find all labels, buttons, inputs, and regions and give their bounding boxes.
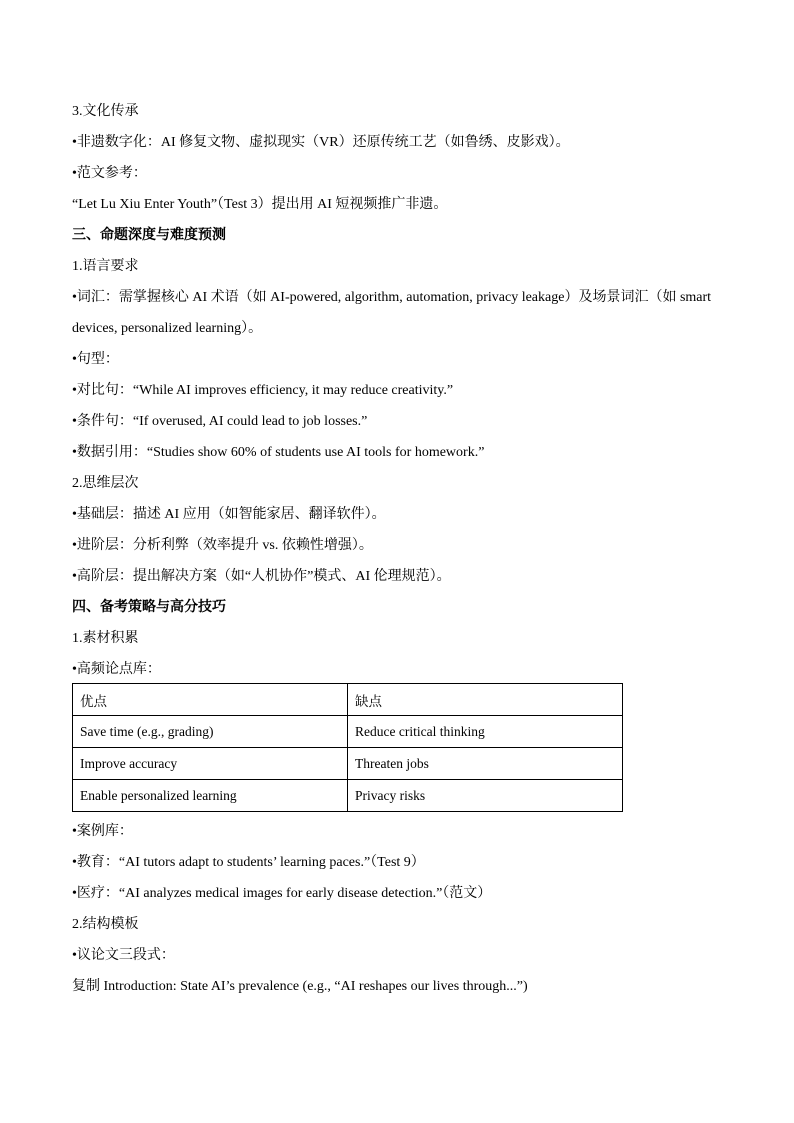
table-row [73,716,623,748]
subsection-heading-thinking: 2.思维层次 [72,476,139,491]
subsection-heading-culture: 3.文化传承 [72,104,139,119]
table-row [73,748,623,780]
subsection-heading-structure: 2.结构模板 [72,917,139,932]
bullet-data-citation: •数据引用：“Studies show 60% of students use AI tools for homework.” [72,445,485,460]
table-row [73,780,623,812]
table-header-cell: 缺点 [348,684,623,716]
subsection-heading-language: 1.语言要求 [72,259,139,274]
subsection-heading-materials: 1.素材积累 [72,631,139,646]
table-cell: Enable personalized learning [73,780,348,812]
bullet-heritage-digitalization: •非遗数字化：AI 修复文物、虚拟现实（VR）还原传统工艺（如鲁绣、皮影戏）。 [72,135,570,150]
table-header-row [73,684,623,716]
pros-cons-table [72,683,623,812]
table-cell: Reduce critical thinking [348,716,623,748]
bullet-conditional-sentence: •条件句：“If overused, AI could lead to job losses.” [72,414,368,429]
paragraph-introduction-template: 复制 Introduction: State AI’s prevalence (e.g., “AI reshapes our lives through...”) [72,979,528,994]
bullet-case-bank: •案例库： [72,824,133,839]
table-header-cell: 优点 [73,684,348,716]
table-cell: Save time (e.g., grading) [73,716,348,748]
bullet-contrast-sentence: •对比句：“While AI improves efficiency, it may reduce creativity.” [72,383,454,398]
bullet-education-case: •教育：“AI tutors adapt to students’ learning paces.”（Test 9） [72,855,425,870]
bullet-medical-case: •医疗：“AI analyzes medical images for early disease detection.”（范文） [72,886,492,901]
bullet-basic-level: •基础层：描述 AI 应用（如智能家居、翻译软件）。 [72,507,386,522]
bullet-sentence-patterns: •句型： [72,352,119,367]
section-heading-4: 四、备考策略与高分技巧 [72,600,226,615]
bullet-high-level: •高阶层：提出解决方案（如“人机协作”模式、AI 伦理规范）。 [72,569,451,584]
table-cell: Improve accuracy [73,748,348,780]
document-page [72,100,732,1006]
bullet-model-essay-reference: •范文参考： [72,166,147,181]
section-heading-3: 三、命题深度与难度预测 [72,228,226,243]
paragraph-model-essay: “Let Lu Xiu Enter Youth”（Test 3）提出用 AI 短视频推广非遗。 [72,197,448,212]
table-cell: Threaten jobs [348,748,623,780]
bullet-vocabulary: •词汇：需掌握核心 AI 术语（如 AI-powered, algorithm, automation, privacy leakage）及场景词汇（如 smart devices, personalized learning）。 [72,290,712,336]
bullet-essay-three-parts: •议论文三段式： [72,948,175,963]
table-cell: Privacy risks [348,780,623,812]
bullet-advanced-level: •进阶层：分析利弊（效率提升 vs. 依赖性增强）。 [72,538,373,553]
bullet-argument-bank: •高频论点库： [72,662,161,677]
